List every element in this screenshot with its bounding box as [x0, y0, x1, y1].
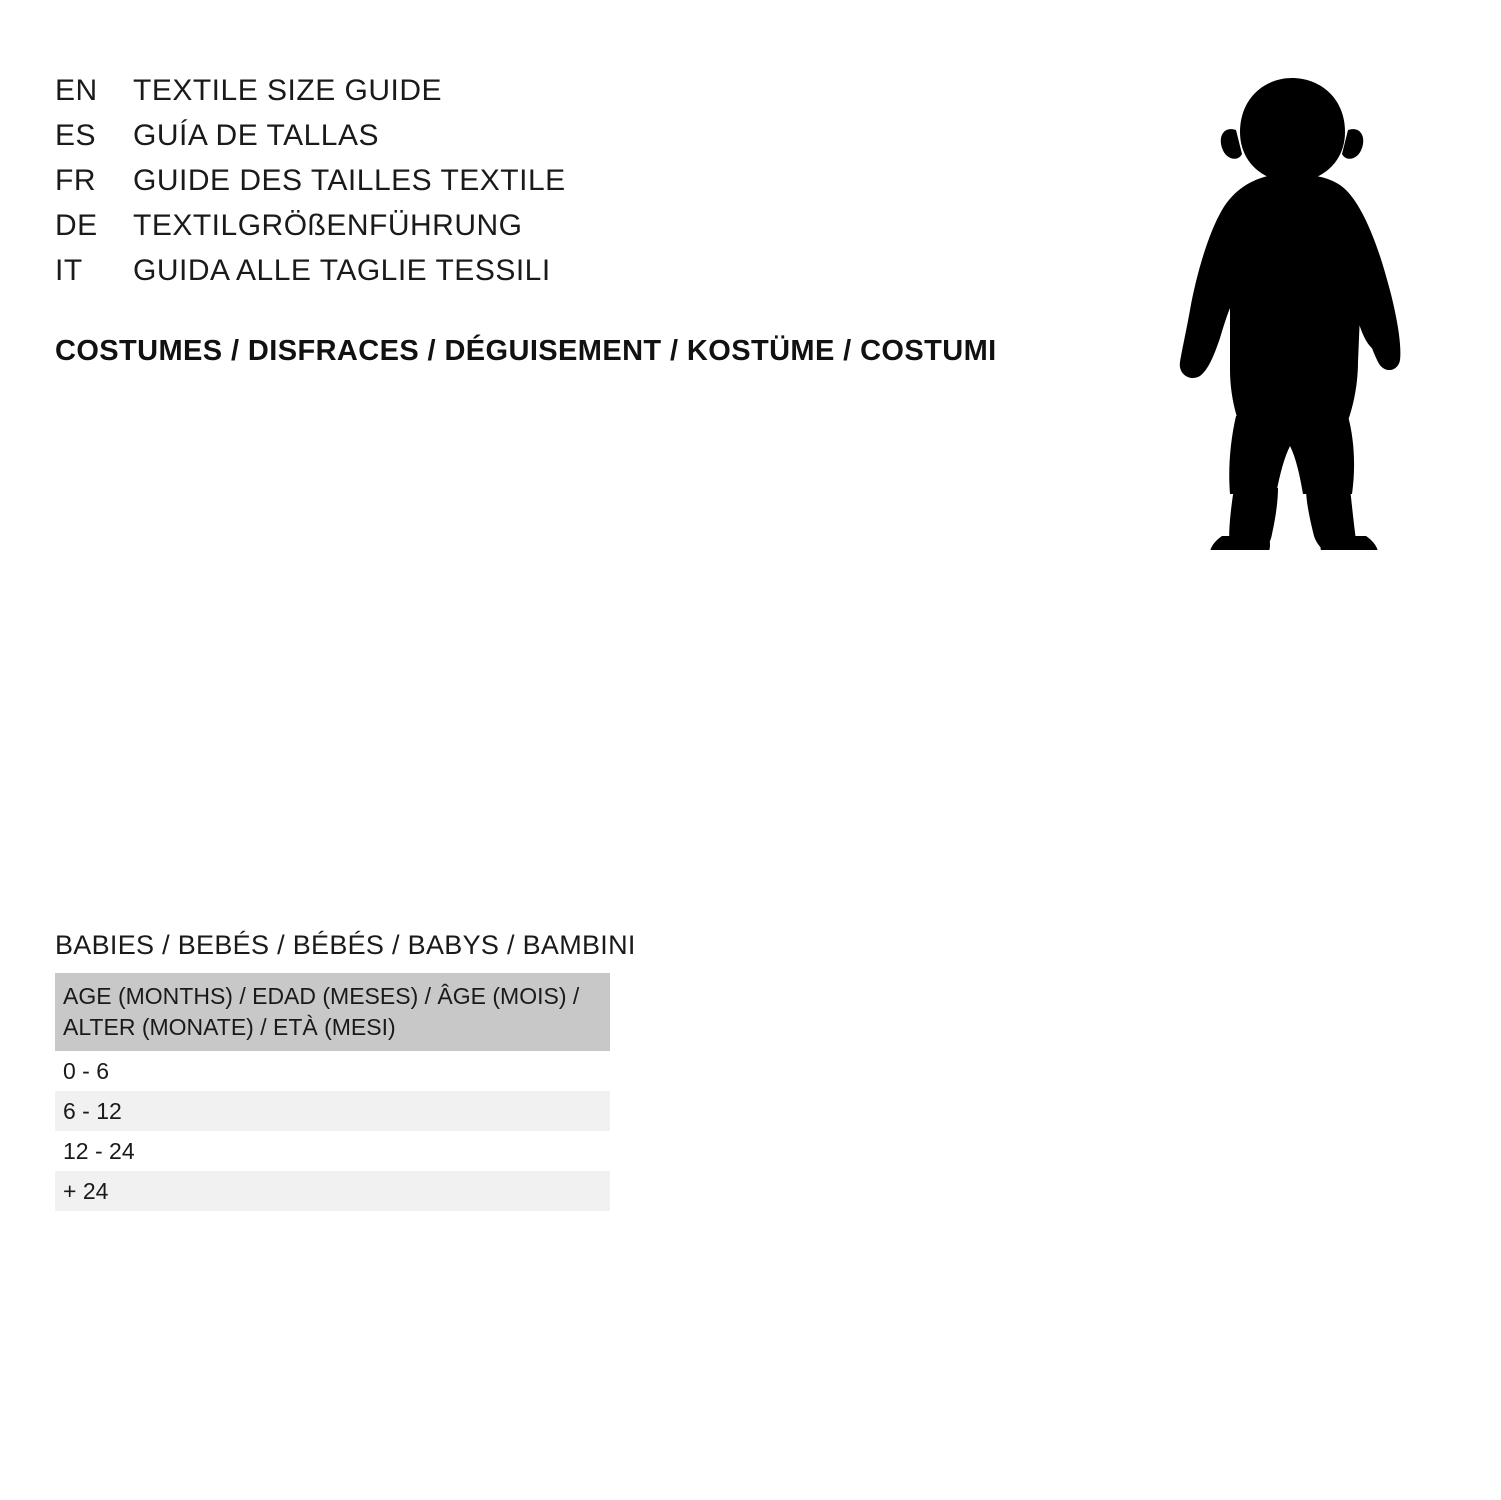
language-code-en: EN — [55, 74, 98, 107]
language-list — [55, 74, 566, 299]
cell-age-range: 12 - 24 — [55, 1131, 610, 1171]
cell-age-range: 0 - 6 — [55, 1051, 610, 1091]
column-header-age: AGE (MONTHS) / EDAD (MESES) / ÂGE (MOIS) / ALTER (MONATE) / ETÀ (MESI) — [55, 973, 610, 1051]
language-code-de: DE — [55, 209, 98, 242]
size-table-section — [55, 930, 636, 1211]
language-code-fr: FR — [55, 164, 96, 197]
language-code-it: IT — [55, 254, 83, 287]
cell-age-range: + 24 — [55, 1171, 610, 1211]
language-row-en — [55, 74, 566, 119]
language-text-es: GUÍA DE TALLAS — [133, 119, 379, 152]
table-row — [55, 1091, 610, 1131]
toddler-silhouette-icon — [1110, 70, 1440, 550]
size-table — [55, 973, 610, 1211]
language-code-es: ES — [55, 119, 97, 152]
table-row — [55, 1051, 610, 1091]
size-table-head — [55, 973, 610, 1051]
language-row-de — [55, 209, 566, 254]
table-row — [55, 1131, 610, 1171]
size-table-body — [55, 1051, 610, 1211]
table-row — [55, 1171, 610, 1211]
language-text-it: GUIDA ALLE TAGLIE TESSILI — [133, 254, 551, 287]
category-title: COSTUMES / DISFRACES / DÉGUISEMENT / KOSTÜME / COSTUMI — [55, 335, 997, 367]
cell-age-range: 6 - 12 — [55, 1091, 610, 1131]
language-row-fr — [55, 164, 566, 209]
language-row-es — [55, 119, 566, 164]
language-row-it — [55, 254, 566, 299]
language-text-fr: GUIDE DES TAILLES TEXTILE — [133, 164, 566, 197]
language-text-en: TEXTILE SIZE GUIDE — [133, 74, 443, 107]
table-caption: BABIES / BEBÉS / BÉBÉS / BABYS / BAMBINI — [55, 930, 636, 960]
language-text-de: TEXTILGRÖßENFÜHRUNG — [133, 209, 523, 242]
table-header-row — [55, 973, 610, 1051]
